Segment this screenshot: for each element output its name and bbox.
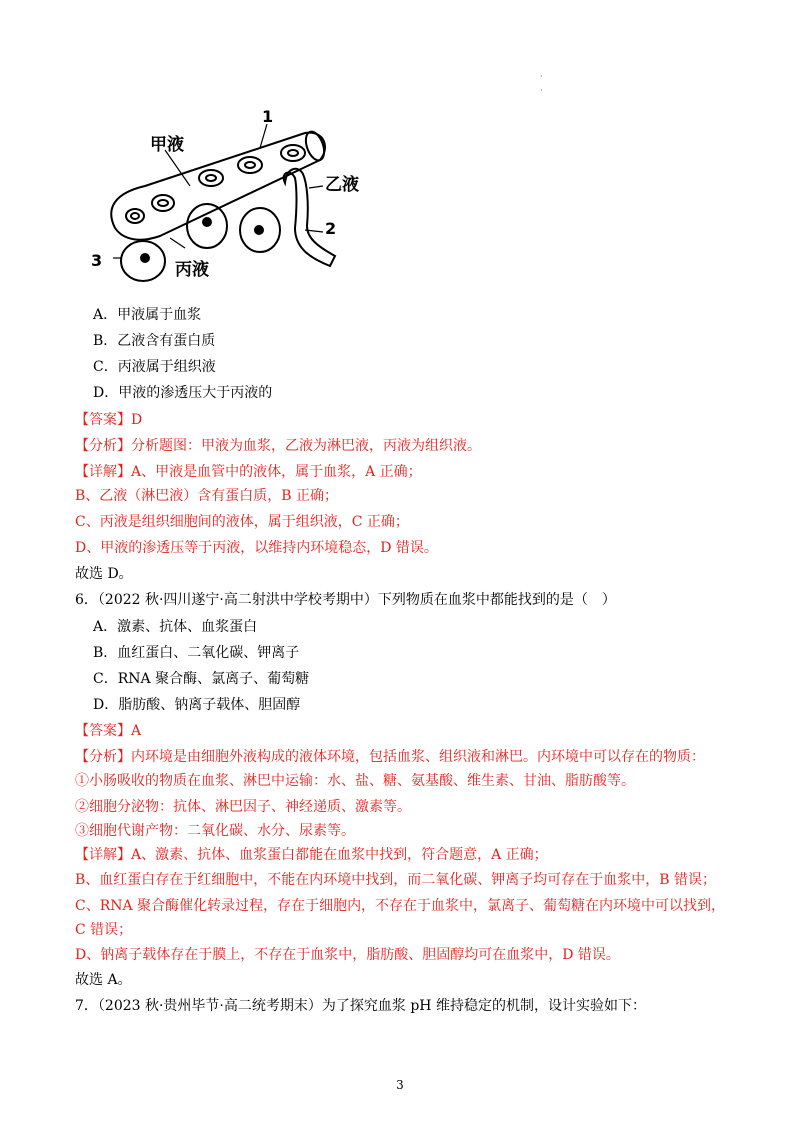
q5-detail-c: C、丙液是组织细胞间的液体，属于组织液，C 正确； <box>75 514 409 530</box>
blood-vessel <box>111 133 325 240</box>
q5-detail-a: 【详解】A、甲液是血管中的液体，属于血浆，A 正确； <box>75 464 422 480</box>
q6-option-b: B．血红蛋白、二氧化碳、钾离子 <box>93 645 300 661</box>
q5-detail-d: D、甲液的渗透压等于丙液，以维持内环境稳态，D 错误。 <box>75 540 438 556</box>
q5-option-b: B．乙液含有蛋白质 <box>93 333 216 349</box>
q6-analysis-4: ③细胞代谢产物：二氧化碳、水分、尿素等。 <box>75 823 355 839</box>
q6-analysis-2: ①小肠吸收的物质在血浆、淋巴中运输：水、盐、糖、氨基酸、维生素、甘油、脂肪酸等。 <box>75 773 635 789</box>
page-number: 3 <box>396 1078 404 1092</box>
label-yi: 乙液 <box>325 175 359 195</box>
q5-option-c: C．丙液属于组织液 <box>93 359 216 375</box>
q5-detail-b: B、乙液（淋巴液）含有蛋白质，B 正确； <box>75 488 339 504</box>
label-jia: 甲液 <box>150 135 184 155</box>
q6-answer: 【答案】A <box>75 723 142 739</box>
label-3: 3 <box>91 251 103 270</box>
q7-stem: 7．（2023 秋·贵州毕节·高二统考期末）为了探究血浆 pH 维持稳定的机制，设计实验如下： <box>75 998 646 1014</box>
label-1: 1 <box>262 108 274 126</box>
diagram-svg <box>85 108 385 288</box>
q6-detail-c: C、RNA 聚合酶催化转录过程，存在于细胞内，不存在于血浆中，氯离子、葡萄糖在内环境中可以找到， <box>75 898 726 914</box>
decorative-dots: · · <box>540 72 543 95</box>
q6-analysis-1: 【分析】内环境是由细胞外液构成的液体环境，包括血浆、组织液和淋巴。内环境中可以存在的物质： <box>75 749 705 765</box>
q6-detail-d: D、钠离子载体存在于膜上，不存在于血浆中，脂肪酸、胆固醇均可在血浆中，D 错误。 <box>75 947 620 963</box>
q6-option-c: C．RNA 聚合酶、氯离子、葡萄糖 <box>93 671 310 687</box>
q5-answer: 【答案】D <box>75 412 143 428</box>
q6-option-d: D．脂肪酸、钠离子载体、胆固醇 <box>93 697 301 713</box>
q6-detail-b: B、血红蛋白存在于红细胞中，不能在内环境中找到，而二氧化碳、钾离子均可存在于血浆中，B 错误； <box>75 872 717 888</box>
q6-option-a: A．激素、抗体、血浆蛋白 <box>93 619 258 635</box>
label-bing: 丙液 <box>175 260 209 280</box>
q5-analysis: 【分析】分析题图：甲液为血浆，乙液为淋巴液，丙液为组织液。 <box>75 438 481 454</box>
q6-conclusion: 故选 A。 <box>75 972 132 988</box>
q6-detail-a: 【详解】A、激素、抗体、血浆蛋白都能在血浆中找到，符合题意，A 正确； <box>75 847 548 863</box>
q6-stem: 6．（2022 秋·四川遂宁·高二射洪中学校考期中）下列物质在血浆中都能找到的是（ ） <box>75 592 616 608</box>
q5-option-a: A．甲液属于血浆 <box>93 307 202 323</box>
q6-detail-c-cont: C 错误； <box>75 922 133 938</box>
q5-option-d: D．甲液的渗透压大于丙液的 <box>93 385 273 401</box>
label-2: 2 <box>325 219 337 238</box>
q6-analysis-3: ②细胞分泌物：抗体、淋巴因子、神经递质、激素等。 <box>75 799 411 815</box>
q5-conclusion: 故选 D。 <box>75 566 133 582</box>
body-fluid-diagram <box>85 108 385 288</box>
